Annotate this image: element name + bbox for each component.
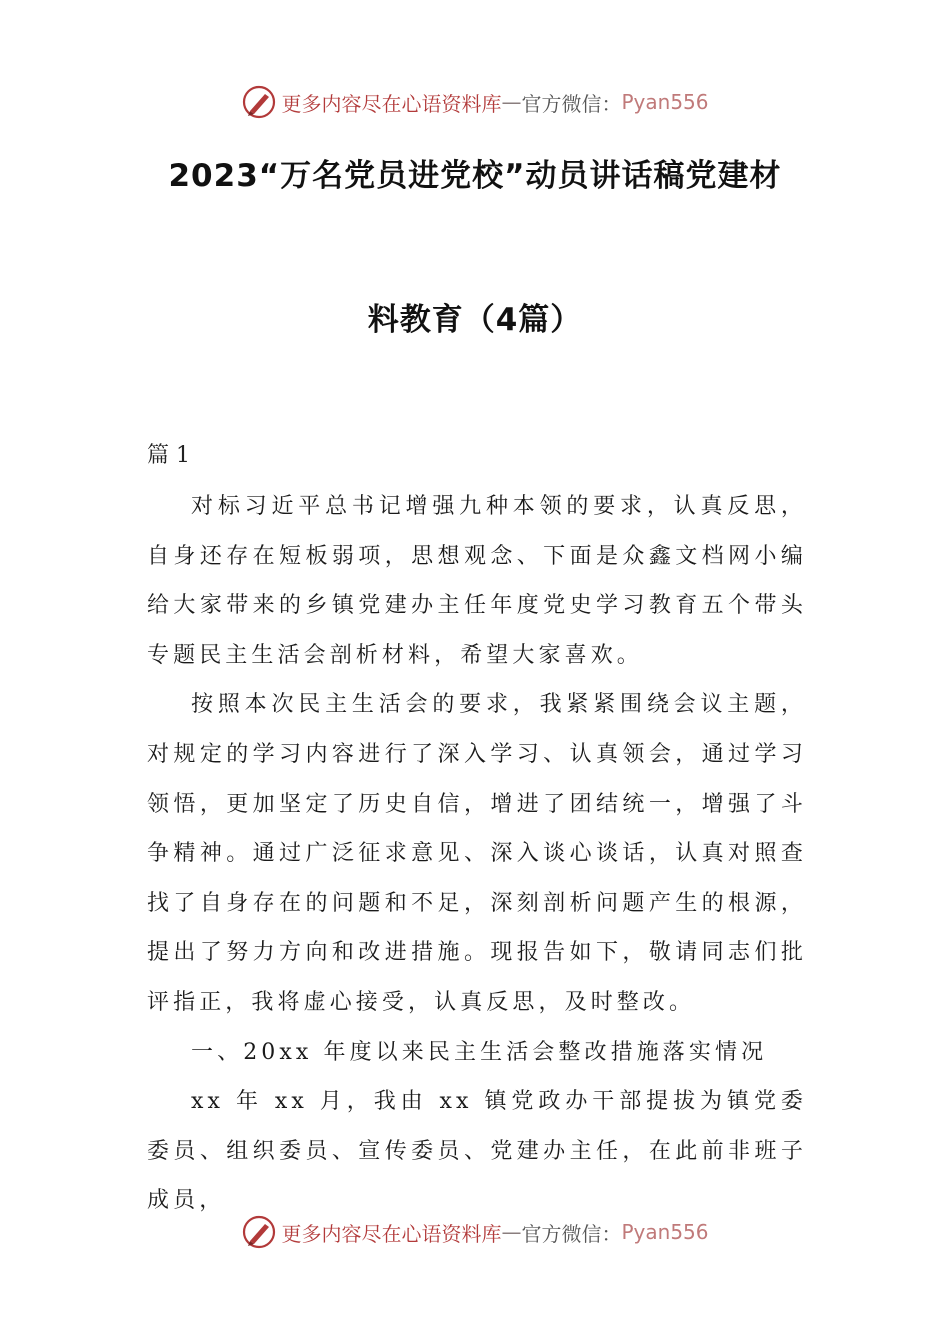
watermark-text: 更多内容尽在心语资料库 (281, 1221, 502, 1246)
pen-logo-icon (241, 1214, 277, 1250)
body-paragraph: 按照本次民主生活会的要求，我紧紧围绕会议主题，对规定的学习内容进行了深入学习、认真领会，通过学习领悟，更加坚定了历史自信，增进了团结统一，增强了斗争精神。通过广泛征求意见、深入谈心谈话，认真对照查找了自身存在的问题和不足，深刻剖析问题产生的根源，提出了努力方向和改进措施。现报告如下，敬请同志们批评指正，我将虚心接受，认真反思，及时整改。 (147, 692, 807, 1015)
watermark-contact-id: Pyan556 (621, 90, 709, 114)
watermark-contact-label: 官方微信： (521, 1221, 622, 1246)
watermark-banner-top (0, 82, 950, 122)
section-heading: 一、20xx 年度以来民主生活会整改措施落实情况 (191, 1039, 768, 1065)
document-body (147, 482, 807, 1226)
watermark-text: 更多内容尽在心语资料库 (281, 91, 502, 116)
watermark-separator: — (501, 90, 522, 114)
watermark-banner-bottom (0, 1212, 950, 1252)
document-title-line-2: 料教育（4篇） (367, 302, 583, 338)
body-paragraph: xx 年 xx 月，我由 xx 镇党政办干部提拔为镇党委委员、组织委员、宣传委员、党建办主任，在此前非班子成员， (147, 1089, 807, 1214)
body-paragraph: 对标习近平总书记增强九种本领的要求，认真反思，自身还存在短板弱项，思想观念、下面是众鑫文档网小编给大家带来的乡镇党建办主任年度党史学习教育五个带头专题民主生活会剖析材料，希望大家喜欢。 (147, 494, 807, 668)
watermark-separator: — (501, 1220, 522, 1244)
pen-logo-icon (241, 84, 277, 120)
section-label: 篇 1 (147, 443, 190, 468)
document-title-line-1: 2023“万名党员进党校”动员讲话稿党建材 (168, 158, 782, 194)
watermark-contact-label: 官方微信： (521, 91, 622, 116)
watermark-contact-id: Pyan556 (621, 1220, 709, 1244)
